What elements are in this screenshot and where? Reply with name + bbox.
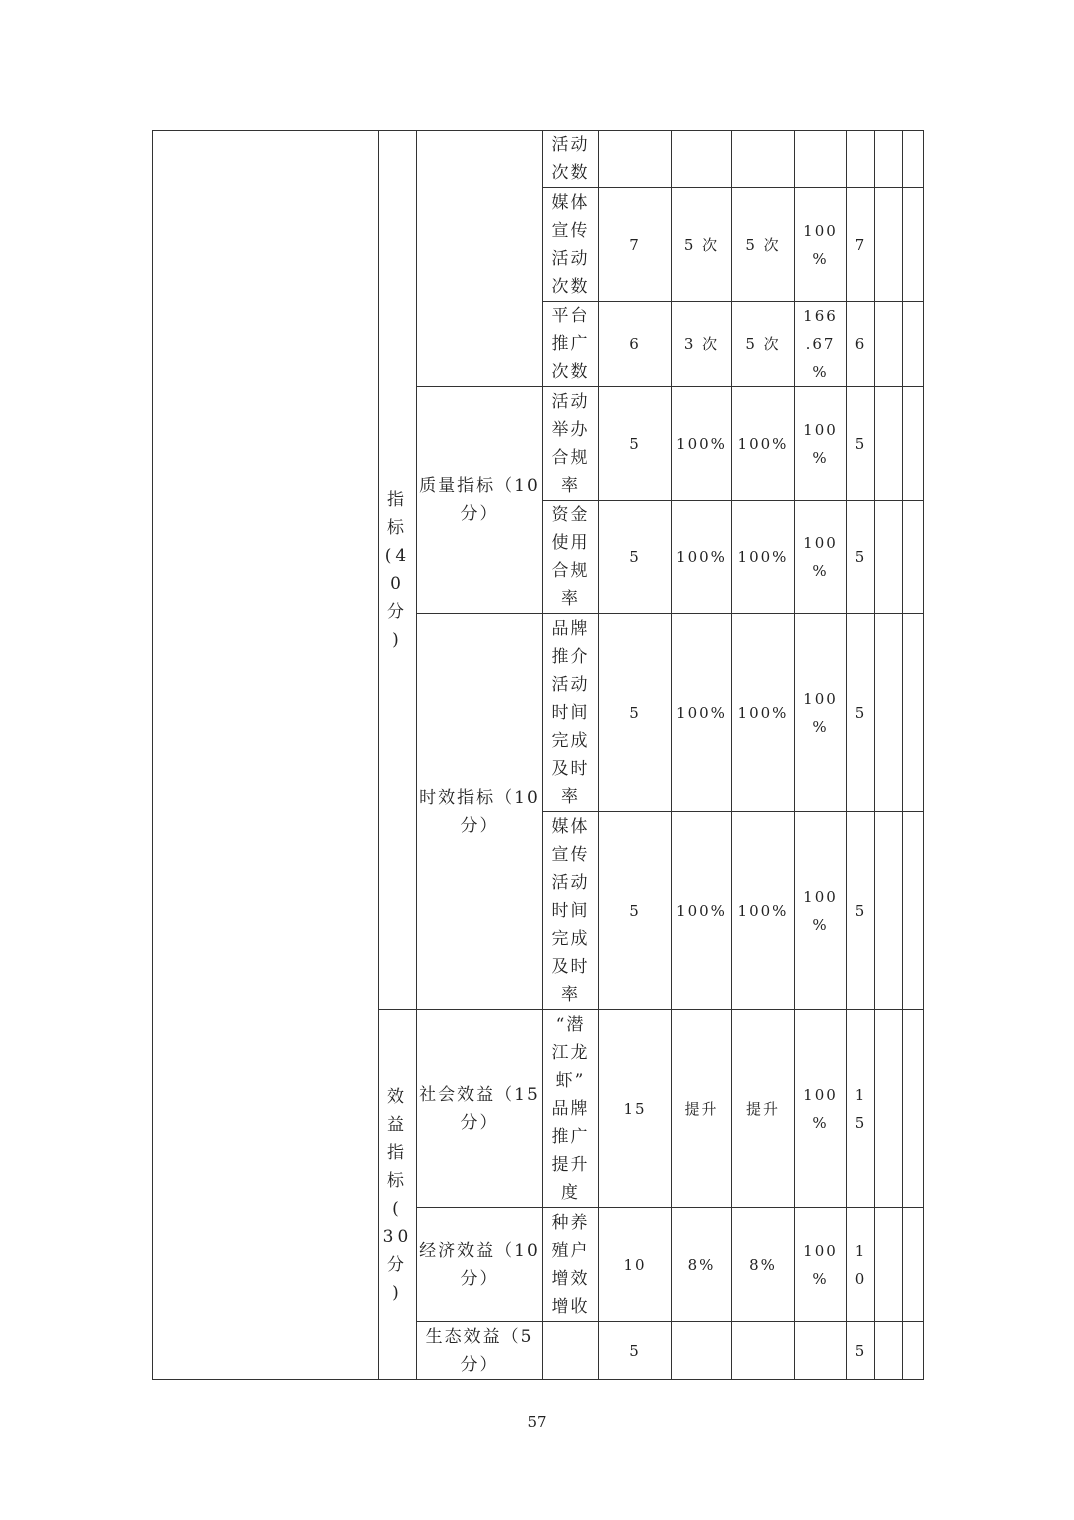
score-value: 1 0 bbox=[854, 1241, 867, 1288]
actual-cell bbox=[732, 188, 795, 302]
actual-value: 提升 bbox=[745, 1099, 780, 1118]
target-value: 100% bbox=[676, 901, 727, 920]
indicator-label: 资金 使用 合规 率 bbox=[551, 505, 590, 609]
target-value: 100% bbox=[676, 434, 727, 453]
benefit-category-cell bbox=[379, 1010, 417, 1380]
indicator-cell bbox=[543, 131, 599, 188]
rate-value: 100 % bbox=[803, 1085, 838, 1132]
score-cell bbox=[847, 188, 875, 302]
benefit-category-label: 效 益 指 标 ( 30 分 ) bbox=[382, 1086, 413, 1303]
quality-group-label: 质量指标（10 分） bbox=[419, 476, 540, 524]
score-cell bbox=[847, 131, 875, 188]
target-cell bbox=[672, 614, 732, 812]
rate-value: 100 % bbox=[803, 887, 838, 934]
target-cell bbox=[672, 387, 732, 501]
actual-cell bbox=[732, 131, 795, 188]
rate-cell bbox=[795, 501, 847, 614]
score-cell bbox=[847, 614, 875, 812]
performance-indicator-table bbox=[152, 130, 924, 1380]
indicator-label: 平台 推广 次数 bbox=[551, 306, 590, 382]
actual-value: 100% bbox=[737, 434, 789, 453]
target-value: 3 次 bbox=[683, 335, 720, 353]
page-number: 57 bbox=[527, 1413, 547, 1431]
indicator-label: 活动 举办 合规 率 bbox=[551, 391, 590, 496]
weight-cell bbox=[599, 131, 672, 188]
rate-cell bbox=[795, 131, 847, 188]
rate-cell bbox=[795, 1010, 847, 1208]
target-cell bbox=[672, 188, 732, 302]
actual-cell bbox=[732, 387, 795, 501]
timeliness-group-cell bbox=[417, 614, 543, 1010]
actual-value: 100% bbox=[737, 901, 789, 920]
target-value: 100% bbox=[676, 548, 727, 566]
weight-cell bbox=[599, 387, 672, 501]
weight-value: 5 bbox=[629, 1341, 641, 1360]
weight-value: 15 bbox=[623, 1099, 647, 1118]
score-value: 6 bbox=[854, 335, 867, 353]
empty-cell bbox=[903, 131, 924, 188]
weight-cell bbox=[599, 614, 672, 812]
actual-cell bbox=[732, 812, 795, 1010]
indicator-label: “潜 江龙 虾” 品牌 推广 提升 度 bbox=[551, 1014, 590, 1203]
score-value: 1 5 bbox=[854, 1085, 867, 1132]
empty-cell bbox=[903, 614, 924, 812]
timeliness-group-label: 时效指标（10 分） bbox=[419, 787, 540, 836]
indicator-cell bbox=[543, 812, 599, 1010]
rate-cell bbox=[795, 1322, 847, 1380]
empty-cell bbox=[903, 387, 924, 501]
social-benefit-label: 社会效益（15 分） bbox=[419, 1084, 540, 1133]
indicator-cell bbox=[543, 614, 599, 812]
table-row bbox=[153, 131, 924, 188]
actual-value: 100% bbox=[737, 703, 789, 722]
actual-cell bbox=[732, 1010, 795, 1208]
empty-cell bbox=[903, 188, 924, 302]
indicator-cell bbox=[543, 501, 599, 614]
weight-cell bbox=[599, 188, 672, 302]
actual-cell bbox=[732, 1322, 795, 1380]
empty-cell bbox=[875, 1208, 903, 1322]
output-category-cell bbox=[379, 131, 417, 1010]
empty-cell bbox=[903, 812, 924, 1010]
indicator-cell bbox=[543, 1010, 599, 1208]
score-cell bbox=[847, 1208, 875, 1322]
quantity-group-cell bbox=[417, 131, 543, 387]
empty-cell bbox=[903, 1322, 924, 1380]
group-cell bbox=[417, 1322, 543, 1380]
weight-cell bbox=[599, 1208, 672, 1322]
rate-cell bbox=[795, 614, 847, 812]
weight-value: 10 bbox=[623, 1255, 647, 1274]
rate-value: 100 % bbox=[803, 689, 838, 736]
weight-value: 5 bbox=[629, 901, 641, 920]
score-cell bbox=[847, 812, 875, 1010]
weight-cell bbox=[599, 1322, 672, 1380]
rate-value: 100 % bbox=[803, 420, 838, 467]
empty-cell bbox=[903, 302, 924, 387]
empty-cell bbox=[875, 812, 903, 1010]
weight-value: 6 bbox=[629, 335, 641, 353]
target-value: 5 次 bbox=[683, 235, 720, 254]
target-cell bbox=[672, 1010, 732, 1208]
rate-cell bbox=[795, 188, 847, 302]
score-value: 7 bbox=[854, 235, 867, 254]
score-value: 5 bbox=[854, 548, 867, 566]
target-value: 提升 bbox=[684, 1099, 719, 1118]
indicator-cell bbox=[543, 387, 599, 501]
weight-cell bbox=[599, 812, 672, 1010]
empty-cell bbox=[875, 1010, 903, 1208]
indicator-label: 品牌 推介 活动 时间 完成 及时 率 bbox=[551, 618, 590, 807]
score-cell bbox=[847, 501, 875, 614]
rate-cell bbox=[795, 1208, 847, 1322]
score-cell bbox=[847, 302, 875, 387]
actual-value: 8% bbox=[749, 1255, 777, 1274]
empty-cell bbox=[875, 501, 903, 614]
rate-value: 100 % bbox=[803, 221, 838, 268]
score-value: 5 bbox=[854, 1341, 867, 1360]
indicator-cell bbox=[543, 1208, 599, 1322]
empty-cell bbox=[875, 188, 903, 302]
rate-cell bbox=[795, 812, 847, 1010]
score-cell bbox=[847, 1322, 875, 1380]
ecological-benefit-label: 生态效益（5 分） bbox=[425, 1326, 534, 1375]
empty-cell bbox=[903, 501, 924, 614]
target-cell bbox=[672, 501, 732, 614]
rate-cell bbox=[795, 302, 847, 387]
weight-value: 5 bbox=[629, 703, 641, 722]
score-cell bbox=[847, 387, 875, 501]
group-cell bbox=[417, 1010, 543, 1208]
target-value: 8% bbox=[687, 1255, 716, 1274]
actual-cell bbox=[732, 501, 795, 614]
actual-value: 100% bbox=[737, 548, 789, 566]
weight-cell bbox=[599, 302, 672, 387]
actual-cell bbox=[732, 614, 795, 812]
rate-value: 100 % bbox=[803, 1241, 838, 1288]
indicator-cell bbox=[543, 188, 599, 302]
empty-cell bbox=[875, 1322, 903, 1380]
target-cell bbox=[672, 1208, 732, 1322]
actual-cell bbox=[732, 302, 795, 387]
group-cell bbox=[417, 1208, 543, 1322]
weight-value: 5 bbox=[629, 434, 641, 453]
target-cell bbox=[672, 812, 732, 1010]
target-cell bbox=[672, 1322, 732, 1380]
economic-benefit-label: 经济效益（10 分） bbox=[419, 1240, 540, 1289]
output-category-label: 指 标 (4 0 分 ) bbox=[384, 490, 411, 650]
indicator-label: 种养 殖户 增效 增收 bbox=[551, 1212, 590, 1317]
weight-cell bbox=[599, 1010, 672, 1208]
rate-value: 100 % bbox=[803, 534, 838, 580]
score-value: 5 bbox=[854, 703, 867, 722]
indicator-cell bbox=[543, 302, 599, 387]
actual-value: 5 次 bbox=[745, 235, 781, 254]
empty-cell bbox=[875, 614, 903, 812]
empty-cell bbox=[875, 131, 903, 188]
target-cell bbox=[672, 302, 732, 387]
actual-cell bbox=[732, 1208, 795, 1322]
empty-cell bbox=[903, 1208, 924, 1322]
target-value: 100% bbox=[676, 703, 727, 722]
indicator-label: 媒体 宣传 活动 时间 完成 及时 率 bbox=[551, 816, 590, 1005]
quality-group-cell bbox=[417, 387, 543, 614]
weight-cell bbox=[599, 501, 672, 614]
blank-left-column-cell bbox=[153, 131, 379, 1380]
performance-table-container bbox=[152, 130, 923, 1379]
weight-value: 7 bbox=[629, 235, 641, 254]
indicator-label: 活动 次数 bbox=[551, 135, 590, 183]
empty-cell bbox=[875, 302, 903, 387]
indicator-label: 媒体 宣传 活动 次数 bbox=[551, 192, 590, 297]
score-cell bbox=[847, 1010, 875, 1208]
score-value: 5 bbox=[854, 434, 867, 453]
target-cell bbox=[672, 131, 732, 188]
empty-cell bbox=[903, 1010, 924, 1208]
indicator-cell bbox=[543, 1322, 599, 1380]
empty-cell bbox=[875, 387, 903, 501]
rate-value: 166 .67 % bbox=[803, 307, 838, 381]
rate-cell bbox=[795, 387, 847, 501]
score-value: 5 bbox=[854, 901, 867, 920]
actual-value: 5 次 bbox=[745, 335, 781, 353]
weight-value: 5 bbox=[629, 548, 641, 566]
